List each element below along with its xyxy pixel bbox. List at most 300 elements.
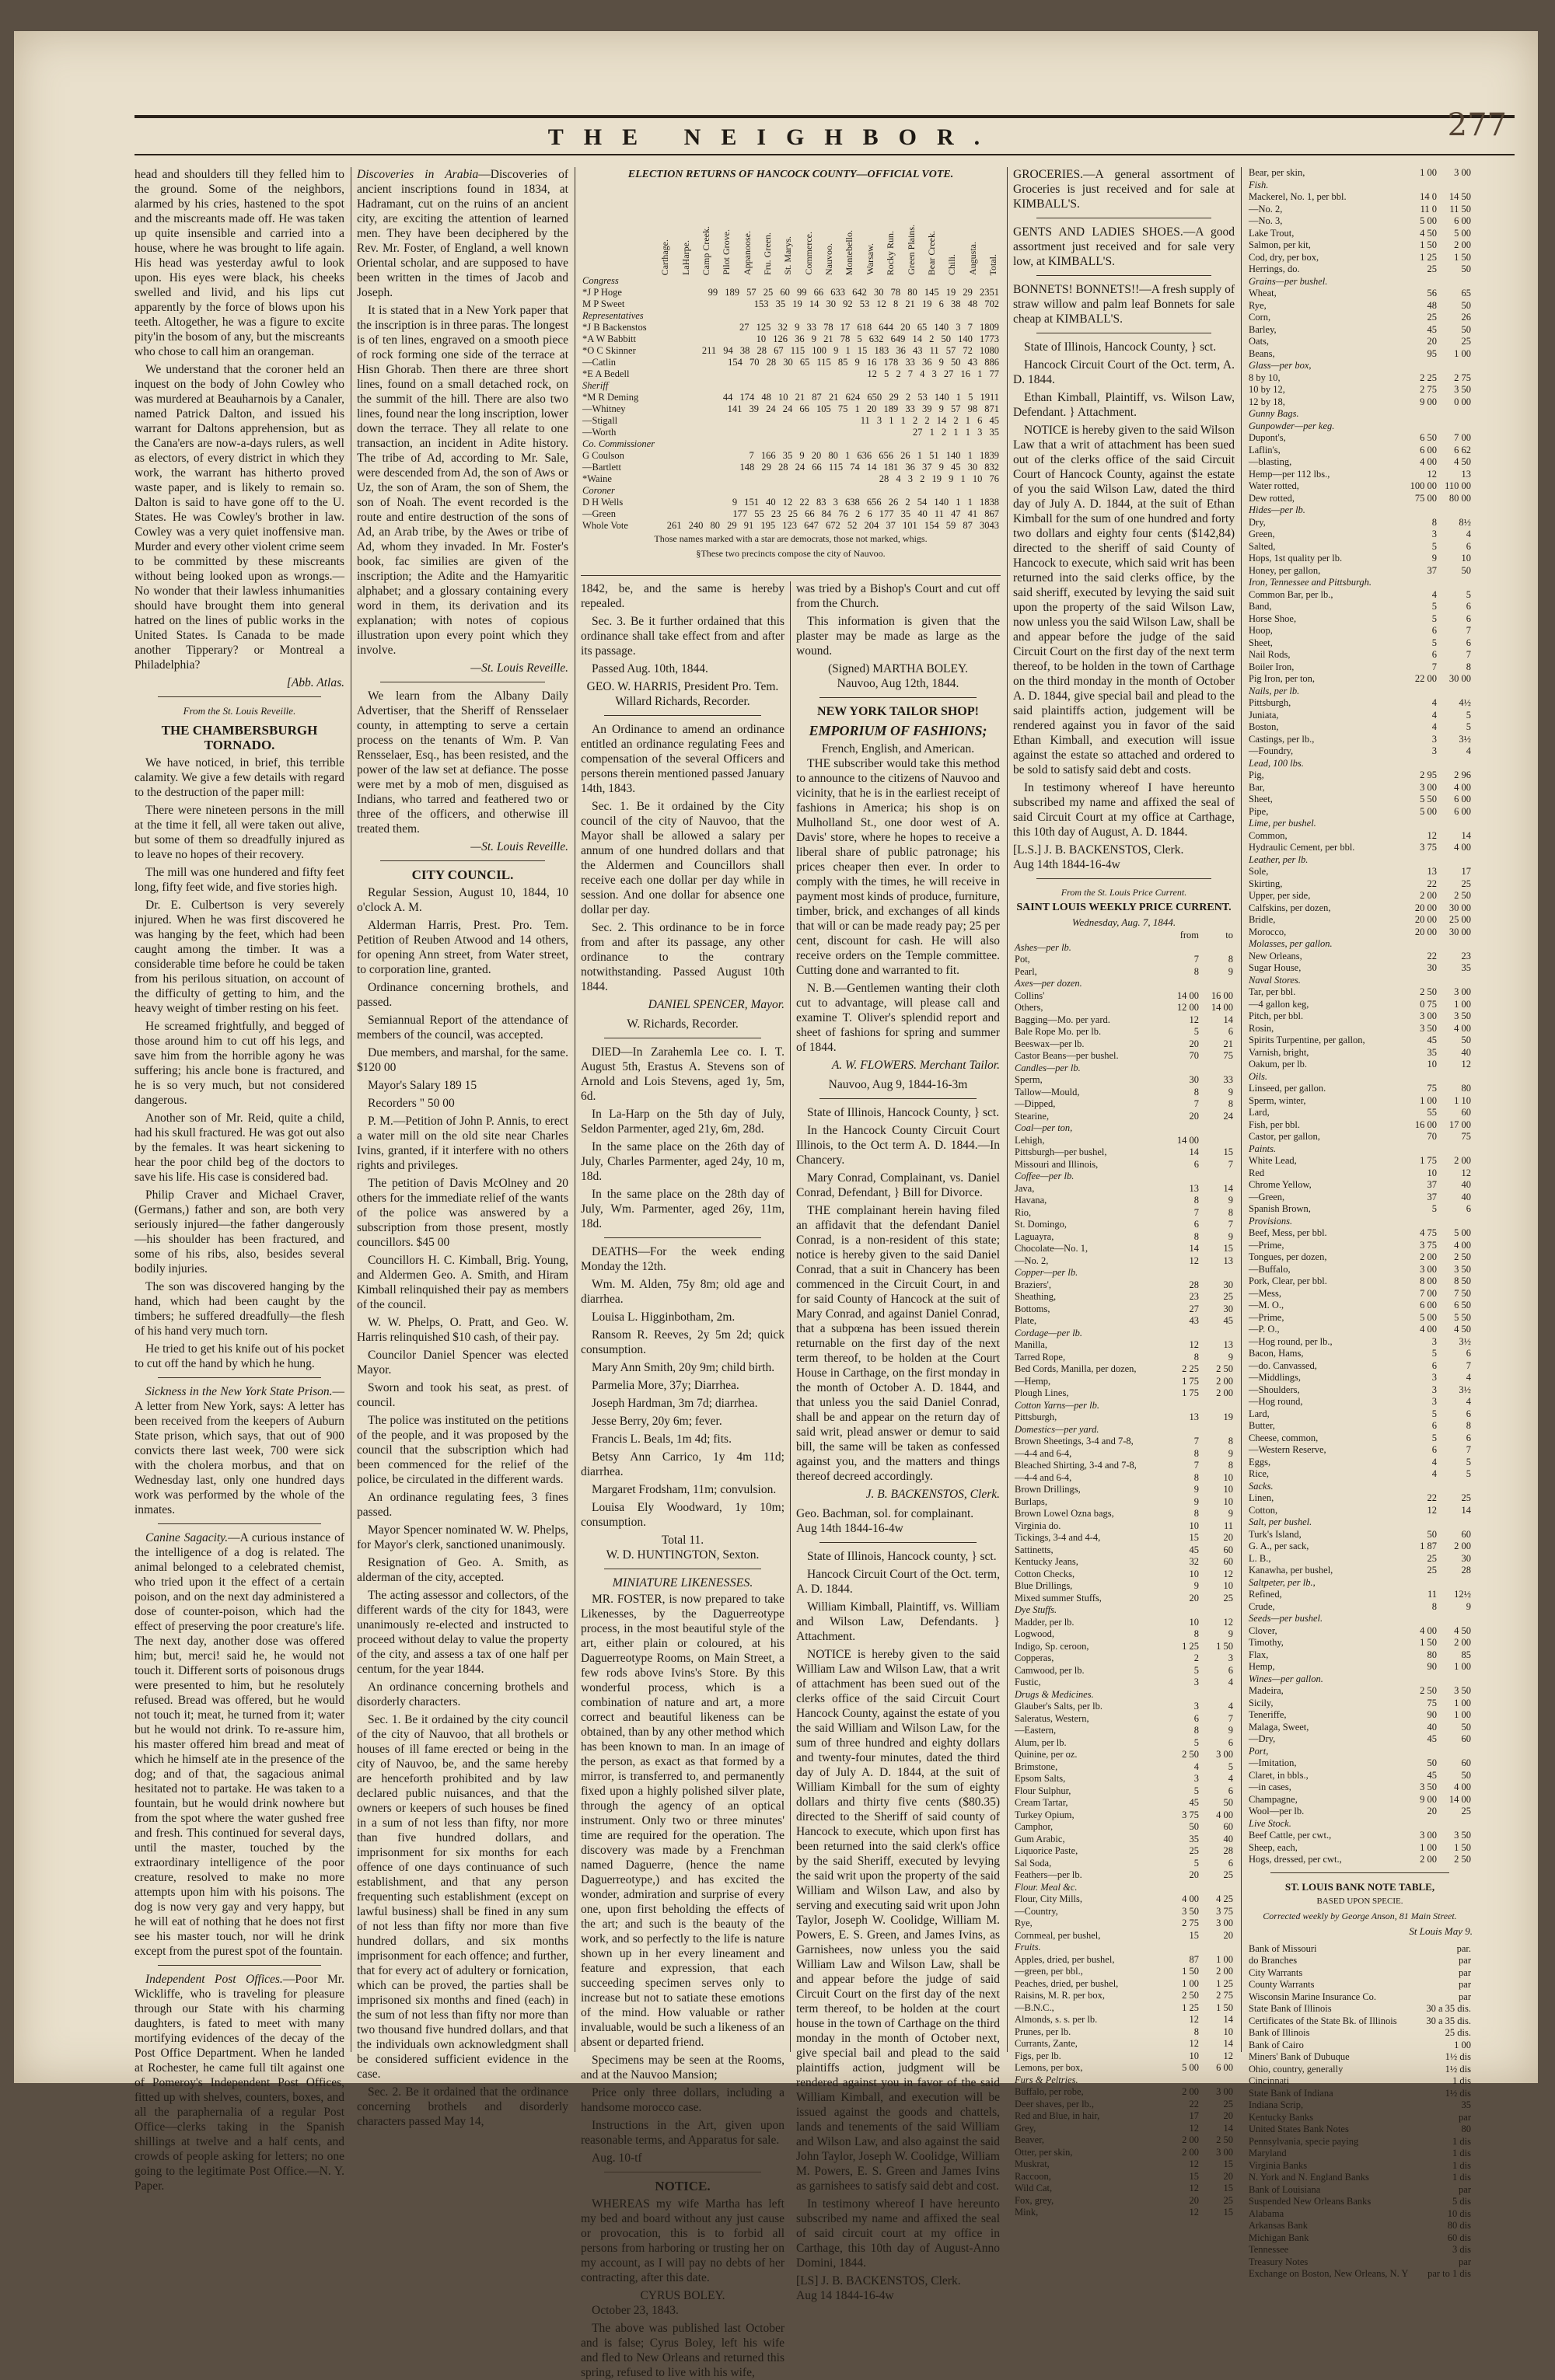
price-row	[1247, 1955, 1473, 1967]
price-value: 13	[1189, 1412, 1199, 1422]
price-row	[1013, 1869, 1235, 1882]
price-value: 9	[1193, 1580, 1199, 1591]
election-row-label: —Green	[582, 508, 617, 519]
price-item: Sheet,	[1249, 794, 1273, 804]
price-value: 8	[1193, 1447, 1199, 1459]
newspaper-page	[14, 31, 1538, 2379]
price-row	[1247, 2208, 1473, 2221]
price-row	[1013, 1954, 1235, 1966]
column-2	[357, 167, 568, 2128]
price-item: Alabama	[1249, 2207, 1284, 2219]
price-item: Flax,	[1249, 1649, 1269, 1660]
price-row	[1013, 1387, 1235, 1400]
price-item: Nail Rods,	[1249, 649, 1291, 660]
price-row	[1013, 942, 1235, 954]
price-item: —Hog round, per lb.,	[1249, 1335, 1333, 1347]
price-value	[1200, 1424, 1235, 1436]
column-3	[581, 581, 784, 2379]
price-item: Sperm,	[1015, 1074, 1043, 1085]
price-item: Dry,	[1249, 516, 1266, 528]
article-text: It is stated that in a New York paper that the inscription is in three paras. The longest is of ten lines, engraved on a smooth piece of rock forming one side of the terrace at Hisn Ghorab. Then there are three short lines, found on a small detached rock, on the summit of the hill. There are also two lines, found near the long inscription, lower down the terrace. They all relate to one transaction, an incident in Adite history. The tribe of Ad, according to Mr. Sale, were descended from Ad, the son of Aws or Uz, the son of Aram, the son of Shem, the son of Noah. The event recorded is the route and entire destruction of the sons of Ad, an Arab tribe, by the Awes or tribe of Ad, whom they invaded. In Mr. Foster's book, fac similies are given of the inscription; the Adite and the Hamyaritic alphabet; and a glossary containing every word in them, its derivation and its explanation; with notes of copious illustration upon every point which they involve.	[357, 304, 568, 657]
price-value: 1 00	[1216, 1953, 1233, 1965]
price-value: 14	[1189, 1243, 1199, 1254]
price-value: 2 75	[1420, 384, 1437, 395]
price-value: 17	[1461, 866, 1471, 877]
price-value: 13	[1189, 1182, 1199, 1194]
election-row-label: Representatives	[582, 310, 644, 321]
price-value: 12	[1189, 2122, 1199, 2134]
price-item: Salted,	[1249, 540, 1276, 552]
price-value: 30	[1223, 1303, 1233, 1314]
price-value	[1438, 180, 1473, 192]
price-item: Rice,	[1249, 1468, 1270, 1479]
price-row	[1247, 2075, 1473, 2088]
election-column-header: Augusta.	[966, 242, 978, 275]
price-item: —No. 3,	[1249, 215, 1283, 226]
ad-headline: EMPORIUM OF FASHIONS;	[809, 723, 987, 738]
price-value: par	[1459, 2256, 1471, 2267]
price-row	[1013, 1448, 1235, 1460]
price-value: 4 00	[1216, 1809, 1233, 1820]
price-value: 5	[1466, 721, 1471, 732]
price-item: Laflin's,	[1249, 444, 1281, 455]
price-row	[1013, 2207, 1235, 2219]
ad-text: Specimens may be seen at the Rooms, and at the Nauvoo Mansion;	[581, 2054, 784, 2082]
ad-text: Price only three dollars, including a handsome morocco case.	[581, 2086, 784, 2114]
price-item: Java,	[1015, 1182, 1035, 1194]
election-column-header: Bear Creek.	[925, 230, 937, 275]
price-row	[1013, 1532, 1235, 1544]
price-value: 80 00	[1448, 492, 1471, 504]
article-text: Alderman Harris, Prest. Pro. Tem. Petition of Reuben Atwood and 14 others, for opening Ann street, from Water street, to corporation line, granted.	[357, 919, 568, 976]
price-item: Oakum, per lb.	[1249, 1059, 1307, 1070]
price-value: 1 00	[1454, 1697, 1471, 1708]
article-text: The acting assessor and collectors, of the different wards of the city for 1843, were unanimously re-elected and instructed to proceed without delay to value the property of the city, and assess a tax of one half per centum, for the year 1844.	[357, 1589, 568, 1676]
price-value: 50	[1461, 564, 1471, 576]
price-value: 3 50	[1420, 1022, 1437, 1034]
price-row	[1013, 1641, 1235, 1653]
price-value: 11	[1223, 1520, 1233, 1531]
price-value: 22	[1427, 878, 1437, 889]
price-row	[1247, 1553, 1473, 1565]
price-item: Provisions.	[1249, 1215, 1293, 1227]
price-row	[1013, 1978, 1235, 1991]
price-value: 3	[1431, 1396, 1437, 1407]
election-row-label: —Bartlett	[582, 462, 621, 473]
price-item: State Bank of Indiana	[1249, 2087, 1333, 2099]
price-item: Refined,	[1249, 1589, 1282, 1600]
ad-text: Aug. 10-tf	[592, 2151, 642, 2165]
election-row-values: 44 174 48 10 21 87 21 624 650 29 2 53 140 1 5 1911	[722, 392, 999, 403]
price-value: 3 dis	[1452, 2244, 1471, 2255]
price-row	[1247, 1770, 1473, 1782]
price-value: 20 00	[1414, 926, 1437, 937]
price-row	[1013, 1496, 1235, 1509]
price-value: 45	[1427, 1769, 1437, 1781]
signature: [L.S.] J. B. BACKENSTOS, Clerk.	[1013, 843, 1184, 857]
column-5	[1013, 167, 1235, 2218]
death-entry: Mary Ann Smith, 20y 9m; child birth.	[592, 1361, 775, 1374]
price-value: 25	[1223, 1291, 1233, 1302]
price-item: Castings, per lb.,	[1249, 733, 1315, 745]
price-item: Bank of Illinois	[1249, 2027, 1310, 2038]
price-row	[1247, 228, 1473, 240]
price-value	[1404, 818, 1438, 830]
price-item: Juniata,	[1249, 709, 1279, 721]
price-item: N. York and N. England Banks	[1249, 2172, 1369, 2183]
price-item: Grains—per bushel.	[1249, 275, 1328, 287]
price-row	[1013, 1785, 1235, 1798]
price-row	[1247, 794, 1473, 806]
price-value: 14	[1223, 2038, 1233, 2049]
price-item: Band,	[1249, 601, 1272, 612]
price-value: 60	[1461, 1757, 1471, 1768]
price-value: 5	[1193, 1736, 1199, 1748]
price-value	[1404, 938, 1438, 951]
article-text: Resignation of Geo. A. Smith, as alderman of the city, accepted.	[357, 1556, 568, 1584]
price-item: Timothy,	[1249, 1637, 1284, 1648]
price-value: 20	[1189, 1869, 1199, 1880]
price-row	[1247, 890, 1473, 902]
price-value: 3	[1431, 529, 1437, 539]
price-row	[1247, 1420, 1473, 1433]
signature: Nauvoo, Aug 9, 1844-16-3m	[828, 1078, 968, 1091]
price-row	[1013, 1014, 1235, 1027]
price-item: Cotton,	[1249, 1504, 1278, 1516]
bank-table-date: St Louis May 9.	[1409, 1925, 1473, 1937]
article-text: The petition of Davis McOlney and 20 others for the immediate relief of the wants of the police was answered by a subscription from those present, mostly councillors. $45 00	[357, 1177, 568, 1249]
price-item: —in cases,	[1249, 1782, 1291, 1792]
price-value: 32	[1189, 1556, 1199, 1567]
price-item: Pearl,	[1015, 965, 1037, 977]
price-value: 40	[1461, 1046, 1471, 1058]
signature: GEO. W. HARRIS, President Pro. Tem.	[586, 680, 779, 693]
price-item: —Middlings,	[1249, 1372, 1302, 1383]
price-item: Bank of Missouri	[1249, 1942, 1317, 1954]
price-value: 37	[1427, 1191, 1437, 1202]
price-value: 2 50	[1216, 2134, 1233, 2145]
article-text: An ordinance regulating fees, 3 fines passed.	[357, 1491, 568, 1519]
price-value: 8	[1193, 1351, 1199, 1363]
price-item: Horse Shoe,	[1249, 612, 1297, 624]
price-row	[1247, 2027, 1473, 2040]
price-item: Quinine, per oz.	[1015, 1749, 1078, 1760]
price-item: Skirting,	[1249, 878, 1283, 889]
election-returns	[581, 167, 1001, 571]
price-value: 2 00	[1420, 1251, 1437, 1262]
price-value: 7	[1228, 1219, 1233, 1230]
price-row	[1013, 1183, 1235, 1195]
price-item: State Bank of Illinois	[1249, 2003, 1332, 2014]
price-item: Nails, per lb.	[1249, 685, 1300, 696]
price-item: Beef Cattle, per cwt.,	[1249, 1830, 1332, 1841]
price-value: 7	[1466, 1359, 1471, 1371]
election-row	[581, 462, 1001, 473]
article-text: DIED—In Zarahemla Lee co. I. T. August 5th, Erastus A. Stevens son of Arnold and Lois Stevens, aged 1y, 5m, 6d.	[581, 1045, 784, 1103]
price-item: Cheese, common,	[1249, 1432, 1319, 1443]
election-row-values: 11 3 1 1 2 2 14 2 1 6 45	[860, 415, 999, 426]
price-value: 8 50	[1454, 1275, 1471, 1286]
price-value: 30	[1189, 1074, 1199, 1085]
election-row-label: Sheriff	[582, 380, 609, 391]
price-row	[1013, 2099, 1235, 2111]
price-row	[1013, 1918, 1235, 1930]
price-row	[1247, 336, 1473, 348]
price-value: 60	[1461, 1107, 1471, 1118]
price-value: 16 00	[1211, 989, 1233, 1001]
price-item: Wines—per gallon.	[1249, 1673, 1323, 1684]
price-item: Castor Beans—per bushel.	[1015, 1050, 1119, 1061]
price-item: Tar, per bbl.	[1249, 986, 1296, 997]
price-value: 12½	[1454, 1589, 1471, 1600]
price-row	[1247, 1143, 1473, 1156]
price-value: 5	[1431, 1203, 1437, 1214]
article-text: head and shoulders till they felled him to the ground. Some of the neighbors, alarmed by his cries, hastened to the spot and the miscreants made off. He was taken up quite insensible and carried into a house, where he was brought to life again. His head was yesterday awful to look upon. His eyes were black, his cheeks swelled and livid, and his lips cut apparently by the force of blows upon his teeth. Altogether, he was a figure to excite pity'in the bosom of any, but the miscreants who chose to call him an orangeman.	[135, 168, 344, 358]
price-row	[1247, 1119, 1473, 1132]
price-value: 10	[1223, 1484, 1233, 1495]
price-row	[1247, 1251, 1473, 1264]
legal-text: Mary Conrad, Complainant, vs. Daniel Conrad, Defendant, } Bill for Divorce.	[796, 1171, 1000, 1199]
price-value: 6	[1466, 1203, 1471, 1214]
price-item: Sal Soda,	[1015, 1857, 1052, 1869]
price-value: 3	[1193, 1773, 1199, 1784]
price-row	[1013, 1207, 1235, 1220]
price-value: 60	[1223, 1821, 1233, 1832]
price-value: 2 00	[1454, 1637, 1471, 1648]
article-text: In La-Harp on the 5th day of July, Seldon Parmenter, aged 21y, 6m, 28d.	[581, 1108, 784, 1136]
article-text: Dr. E. Culbertson is very severely injured. When he was first discovered he was hanging by the feet, which had been caught among the timber. It was a considerable time before he could be taken from his perilous situation, on account of the difficulty of getting to him, and the heavy weight of timber resting on his feet.	[135, 899, 344, 1015]
price-item: —Eastern,	[1015, 1725, 1057, 1736]
price-item: —4 gallon keg,	[1249, 998, 1309, 1010]
price-value: 10	[1189, 2050, 1199, 2061]
article-text: Sec. 1. Be it ordained by the city council of the city of Nauvoo, that all brothels or houses of ill fame erected or being in the city of Nauvoo, be, and the same hereby are henceforth prohibited and by law declared public nuisances, and that the owners or keepers of such houses be fined in a sum of not less than fifty, nor more than five hundred dollars, and imprisonment for six months for each offence of one days continuance of such establishment, and that any person frequenting such establishment (except on lawful business) shall be fined in any sum of not less than fifty nor more than five hundred dollars, and six months imprisonment for each offence; and further, that for every act of adultery or fornication, which can be proved, the parties shall be imprisoned six months and fined (each) in the sum of not less than fifty nor more than two thousand five hundred dollars, and that the individuals own acknowledgment shall be considered sufficient evidence in the case.	[357, 1713, 568, 2081]
article-text: Philip Craver and Michael Craver, (Germans,) father and son, are both very seriously injured—the father dangerously—his shoulder has been fractured, and some of his ribs, also, besides several bodily injuries.	[135, 1188, 344, 1275]
price-row	[1247, 504, 1473, 517]
price-row	[1247, 1673, 1473, 1686]
election-row	[581, 287, 1001, 298]
price-value: 6 62	[1454, 444, 1471, 455]
price-row	[1013, 1339, 1235, 1352]
price-item: Morocco,	[1249, 926, 1287, 937]
price-row	[1247, 613, 1473, 626]
price-value: 3 50	[1454, 1010, 1471, 1021]
price-item: Oils.	[1249, 1070, 1267, 1082]
price-value: 30 a 35 dis.	[1426, 2015, 1471, 2026]
price-row	[1247, 384, 1473, 396]
price-value: 2 50	[1216, 1363, 1233, 1374]
price-value: 22	[1427, 950, 1437, 961]
price-value: 1 00	[1454, 347, 1471, 359]
price-row	[1013, 966, 1235, 979]
price-value: 45	[1189, 1544, 1199, 1555]
price-value: 3 50	[1454, 1830, 1471, 1841]
price-item: 12 by 18,	[1249, 396, 1285, 407]
price-value: 14 0	[1420, 191, 1437, 202]
price-value: 9 00	[1420, 1793, 1437, 1805]
price-item: Ohio, country, generally	[1249, 2063, 1344, 2075]
price-value: 1½ dis	[1445, 2051, 1471, 2062]
price-row	[1247, 878, 1473, 891]
legal-text: Hancock Circuit Court of the Oct. term, A. D. 1844.	[796, 1568, 1000, 1596]
price-value: 1 00	[1454, 998, 1471, 1010]
price-row	[1013, 1171, 1235, 1183]
price-value: 9	[1228, 1628, 1233, 1639]
price-value	[1438, 276, 1473, 288]
price-row	[1247, 2268, 1473, 2281]
price-item: Braziers',	[1015, 1279, 1052, 1290]
price-item: Dupont's,	[1249, 432, 1286, 443]
price-value	[1404, 1481, 1438, 1493]
death-entry: Joseph Hardman, 3m 7d; diarrhea.	[592, 1397, 758, 1410]
price-item: Grey,	[1015, 2122, 1036, 2134]
election-row	[581, 427, 1001, 438]
price-value	[1404, 1746, 1438, 1758]
price-value: 8	[1193, 1471, 1199, 1483]
price-value: 20 00	[1414, 914, 1437, 925]
price-value: 5 00	[1420, 1311, 1437, 1323]
price-item: Red	[1249, 1167, 1265, 1178]
price-value: 30	[1427, 962, 1437, 973]
price-value	[1404, 758, 1438, 770]
price-item: —No. 2,	[1249, 203, 1283, 215]
price-item: Fruits.	[1015, 1942, 1041, 1953]
signature: W. D. HUNTINGTON, Sexton.	[606, 1548, 760, 1562]
ad-text: GROCERIES.—A general assortment of Groceries is just received and for sale at KIMBALL'S.	[1013, 168, 1235, 211]
price-value: 3 00	[1454, 167, 1471, 178]
source-credit: [Abb. Atlas.	[286, 676, 344, 689]
price-value: 13	[1223, 1255, 1233, 1266]
price-value: 40	[1427, 1721, 1437, 1733]
price-value: 35	[1461, 2099, 1471, 2110]
page-number: 277	[1447, 107, 1507, 143]
price-item: Beef, Mess, per bbl.	[1249, 1227, 1327, 1238]
price-item: Gum Arabic,	[1015, 1833, 1065, 1844]
price-row	[1247, 1782, 1473, 1794]
price-item: Sheet,	[1249, 637, 1273, 648]
price-value: 25	[1223, 1869, 1233, 1880]
price-value	[1166, 1400, 1200, 1412]
price-item: Varnish, bright,	[1249, 1046, 1309, 1058]
price-value: 23	[1461, 950, 1471, 961]
price-item: Pittsburgh,	[1249, 697, 1291, 708]
price-item: Kanawha, per bushel,	[1249, 1565, 1333, 1576]
price-row	[1013, 2110, 1235, 2123]
price-value: 4	[1466, 745, 1471, 756]
price-row	[1013, 1906, 1235, 1918]
price-value: 15	[1189, 2170, 1199, 2182]
price-value: 15	[1223, 2158, 1233, 2169]
price-value: 14	[1461, 829, 1471, 841]
price-item: Cincinnati	[1249, 2075, 1290, 2086]
price-value: 6 00	[1454, 805, 1471, 817]
price-value: 40	[1223, 1833, 1233, 1844]
price-row	[1013, 1219, 1235, 1231]
price-value: 3 75	[1420, 1239, 1437, 1251]
price-value: 6	[1466, 637, 1471, 648]
price-row	[1013, 1893, 1235, 1906]
price-row	[1247, 649, 1473, 661]
price-item: Bank of Louisiana	[1249, 2183, 1321, 2195]
price-value: 14	[1461, 1504, 1471, 1516]
election-row	[581, 357, 1001, 368]
price-row	[1247, 312, 1473, 324]
price-item: Burlaps,	[1015, 1495, 1048, 1507]
price-item: Copperas,	[1015, 1652, 1054, 1663]
election-row	[581, 508, 1001, 520]
price-item: Castor, per gallon,	[1249, 1131, 1320, 1142]
price-value	[1404, 1143, 1438, 1156]
price-item: Kentucky Banks	[1249, 2111, 1313, 2123]
price-value	[1438, 1613, 1473, 1625]
price-item: Tallow—Mould,	[1015, 1086, 1080, 1098]
price-value	[1166, 1942, 1200, 1954]
price-row	[1247, 782, 1473, 794]
price-item: Gunpowder—per keg.	[1249, 420, 1335, 431]
price-value: 50	[1461, 1769, 1471, 1781]
price-value: 5 00	[1420, 215, 1437, 226]
price-row	[1013, 1652, 1235, 1665]
price-value: 8	[1466, 661, 1471, 672]
source-credit: —St. Louis Reveille.	[470, 840, 568, 853]
price-value: 6	[1431, 625, 1437, 636]
price-item: Mackerel, No. 1, per bbl.	[1249, 191, 1347, 202]
price-row	[1247, 1613, 1473, 1625]
price-row	[1013, 1255, 1235, 1268]
price-row	[1247, 1396, 1473, 1408]
price-value: 1½ dis	[1445, 2063, 1471, 2075]
price-item: 10 by 12,	[1249, 384, 1285, 395]
price-value: 15	[1223, 2183, 1233, 2193]
price-value	[1200, 1171, 1235, 1183]
price-table	[1013, 930, 1235, 2219]
price-item: Domestics—per yard.	[1015, 1423, 1099, 1435]
price-value: 3½	[1459, 1384, 1471, 1395]
price-row	[1013, 2038, 1235, 2050]
price-value: 8	[1193, 965, 1199, 977]
price-value: 4 00	[1454, 781, 1471, 793]
price-item: White Lead,	[1249, 1155, 1297, 1166]
price-item: Oats,	[1249, 336, 1270, 347]
price-item: Salt, per bushel.	[1249, 1516, 1312, 1527]
price-value: 43	[1189, 1315, 1199, 1326]
price-value: 30 00	[1448, 926, 1471, 937]
price-value: 1 50	[1182, 1966, 1199, 1977]
article-headline: CITY COUNCIL.	[411, 867, 514, 882]
price-value: 4	[1228, 1677, 1233, 1687]
price-row	[1013, 1484, 1235, 1496]
price-value: 12 00	[1176, 1002, 1199, 1013]
price-item: —No. 2,	[1015, 1255, 1049, 1266]
signature: CYRUS BOLEY.	[640, 2289, 725, 2302]
price-item: Brown Lowel Ozna bags,	[1015, 1508, 1114, 1519]
ad-text: N. B.—Gentlemen wanting their cloth cut to advantage, will please call and examine T. Oliver's splendid report and sheet of fashions for spring and summer of 1844.	[796, 982, 1000, 1054]
election-row-values	[658, 380, 1001, 392]
price-value: 10	[1427, 1167, 1437, 1178]
price-item: Treasury Notes	[1249, 2256, 1309, 2267]
price-item: Manilla,	[1015, 1339, 1048, 1350]
price-item: —Country,	[1015, 1905, 1058, 1917]
election-row-label: —Stigall	[582, 415, 618, 426]
price-value: 10	[1461, 553, 1471, 564]
price-value: 22	[1189, 2098, 1199, 2110]
price-item: Kentucky Jeans,	[1015, 1556, 1078, 1567]
price-row	[1247, 1107, 1473, 1119]
price-value: 14	[1223, 2122, 1233, 2134]
column-divider	[1241, 167, 1242, 2052]
price-value: 12	[1427, 1504, 1437, 1516]
price-header-to: to	[1225, 930, 1233, 940]
price-row	[1247, 1010, 1473, 1023]
